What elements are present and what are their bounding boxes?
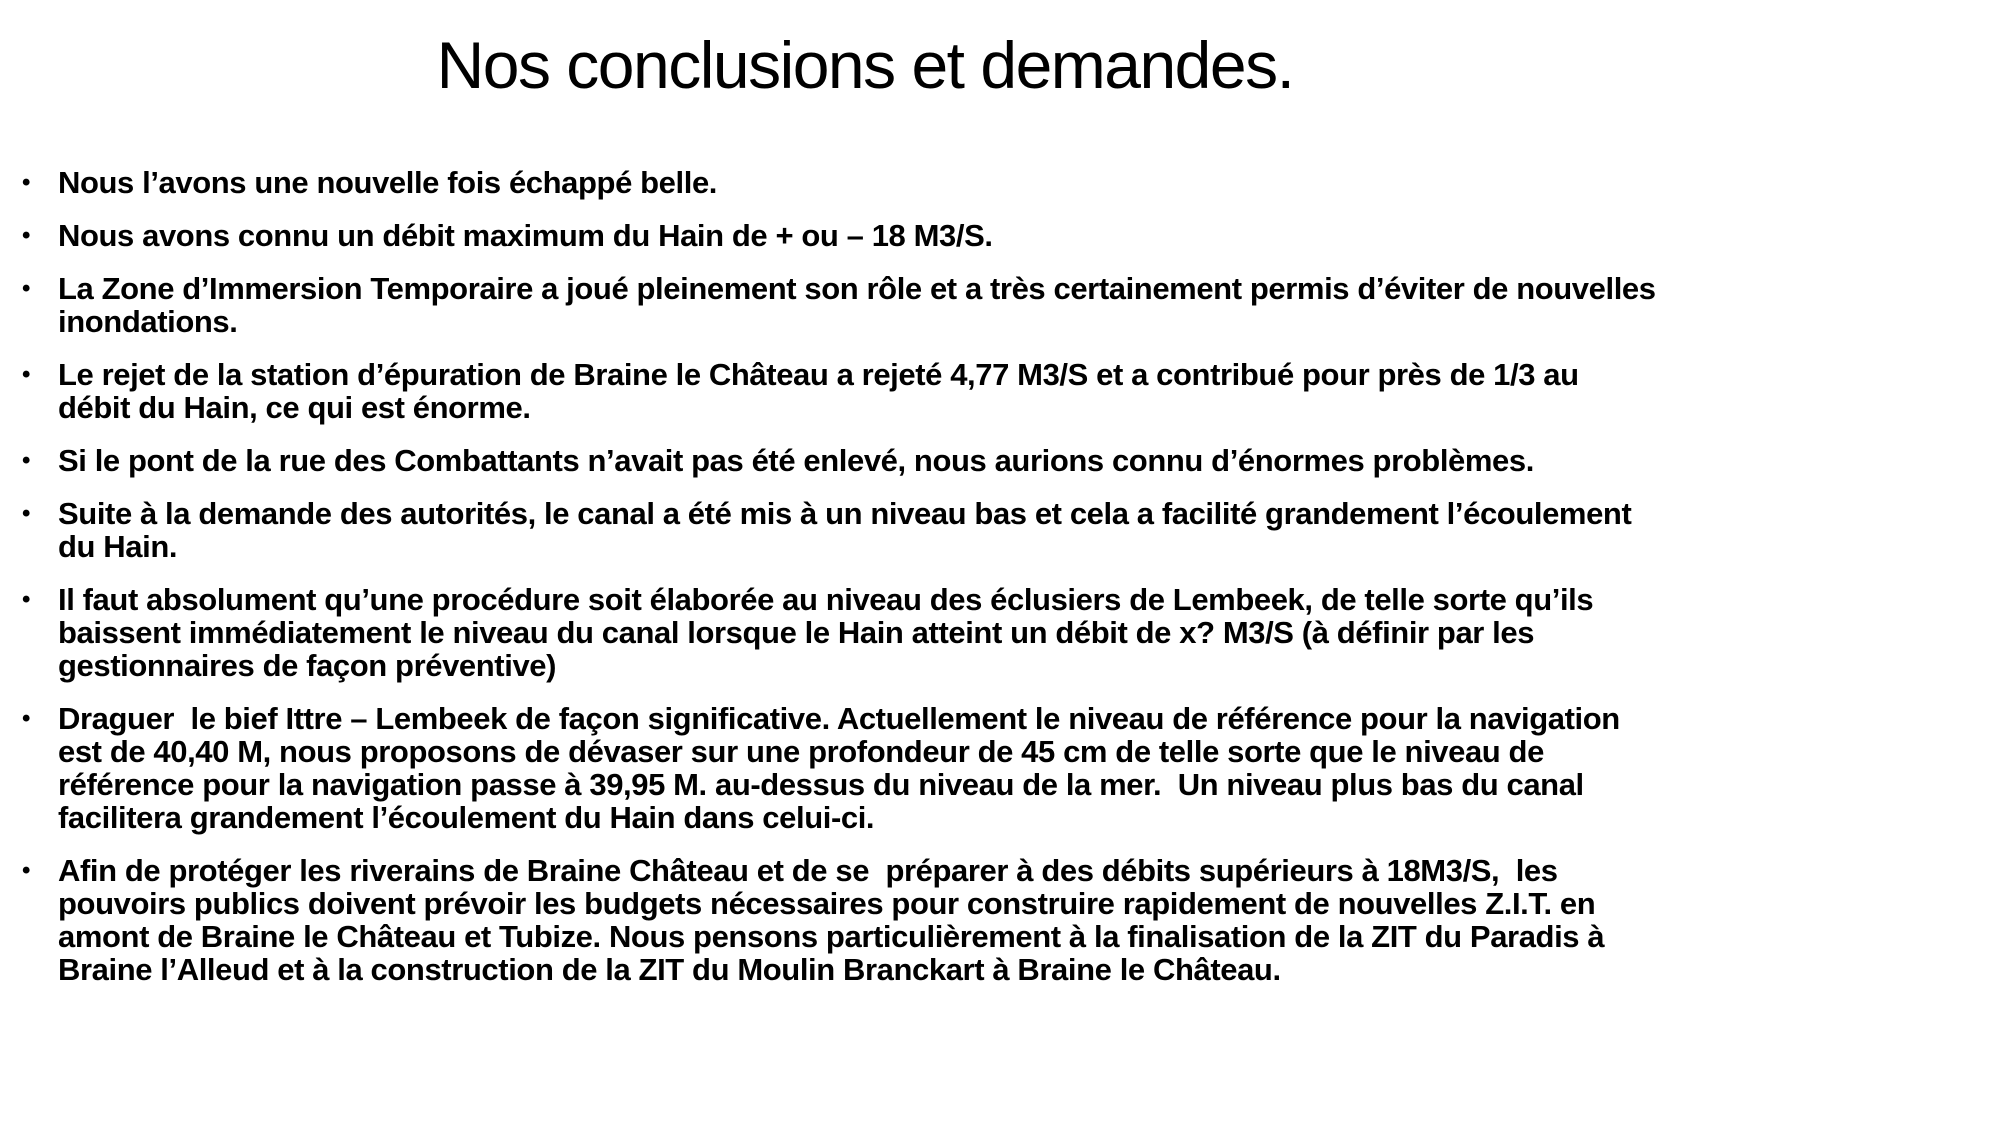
bullet-line: Nous avons connu un débit maximum du Hain de + ou – 18 M3/S.: [58, 218, 993, 253]
bullet-item: [22, 583, 1994, 682]
bullet-line: Il faut absolument qu’une procédure soit élaborée au niveau des éclusiers de Lembeek, de telle sorte qu’ils: [58, 582, 1594, 617]
bullet-line: Nous l’avons une nouvelle fois échappé belle.: [58, 165, 718, 200]
bullet-line: Braine l’Alleud et à la construction de la ZIT du Moulin Branckart à Braine le Château.: [58, 952, 1281, 987]
bullet-line: gestionnaires de façon préventive): [58, 648, 557, 683]
bullet-marker: •: [22, 500, 31, 527]
bullet-line: inondations.: [58, 304, 238, 339]
bullet-line: amont de Braine le Château et Tubize. Nous pensons particulièrement à la finalisation de la ZIT du Paradis à: [58, 919, 1605, 954]
bullet-line: facilitera grandement l’écoulement du Hain dans celui-ci.: [58, 800, 875, 835]
bullet-marker: •: [22, 222, 31, 249]
bullet-line: Si le pont de la rue des Combattants n’avait pas été enlevé, nous aurions connu d’énormes problèmes.: [58, 443, 1534, 478]
bullet-item: [22, 702, 1994, 834]
bullet-line: référence pour la navigation passe à 39,95 M. au-dessus du niveau de la mer. Un niveau plus bas du canal: [58, 767, 1584, 802]
bullet-item: [22, 219, 1994, 252]
bullet-line: Draguer le bief Ittre – Lembeek de façon significative. Actuellement le niveau de référence pour la navigation: [58, 701, 1620, 736]
slide-title: Nos conclusions et demandes.: [436, 28, 1294, 102]
bullet-line: du Hain.: [58, 529, 178, 564]
bullet-line: est de 40,40 M, nous proposons de dévaser sur une profondeur de 45 cm de telle sorte que le niveau de: [58, 734, 1544, 769]
bullet-line: Suite à la demande des autorités, le canal a été mis à un niveau bas et cela a facilité grandement l’écoulement: [58, 496, 1632, 531]
bullet-item: [22, 854, 1994, 986]
bullet-marker: •: [22, 169, 31, 196]
bullet-line: baissent immédiatement le niveau du canal lorsque le Hain atteint un débit de x? M3/S (à définir par les: [58, 615, 1535, 650]
bullet-marker: •: [22, 586, 31, 613]
bullet-item: [22, 497, 1994, 563]
bullet-item: [22, 444, 1994, 477]
bullet-marker: •: [22, 857, 31, 884]
bullet-line: Le rejet de la station d’épuration de Braine le Château a rejeté 4,77 M3/S et a contribué pour près de 1/3 au: [58, 357, 1579, 392]
bullet-marker: •: [22, 361, 31, 388]
bullet-item: [22, 358, 1994, 424]
bullet-line: débit du Hain, ce qui est énorme.: [58, 390, 531, 425]
bullet-marker: •: [22, 705, 31, 732]
bullet-list: [22, 166, 1994, 1006]
bullet-line: Afin de protéger les riverains de Braine Château et de se préparer à des débits supérieurs à 18M3/S, les: [58, 853, 1558, 888]
bullet-marker: •: [22, 447, 31, 474]
bullet-marker: •: [22, 275, 31, 302]
bullet-item: [22, 166, 1994, 199]
bullet-item: [22, 272, 1994, 338]
bullet-line: La Zone d’Immersion Temporaire a joué pleinement son rôle et a très certainement permis d’éviter de nouvelles: [58, 271, 1656, 306]
bullet-line: pouvoirs publics doivent prévoir les budgets nécessaires pour construire rapidement de nouvelles Z.I.T. en: [58, 886, 1596, 921]
